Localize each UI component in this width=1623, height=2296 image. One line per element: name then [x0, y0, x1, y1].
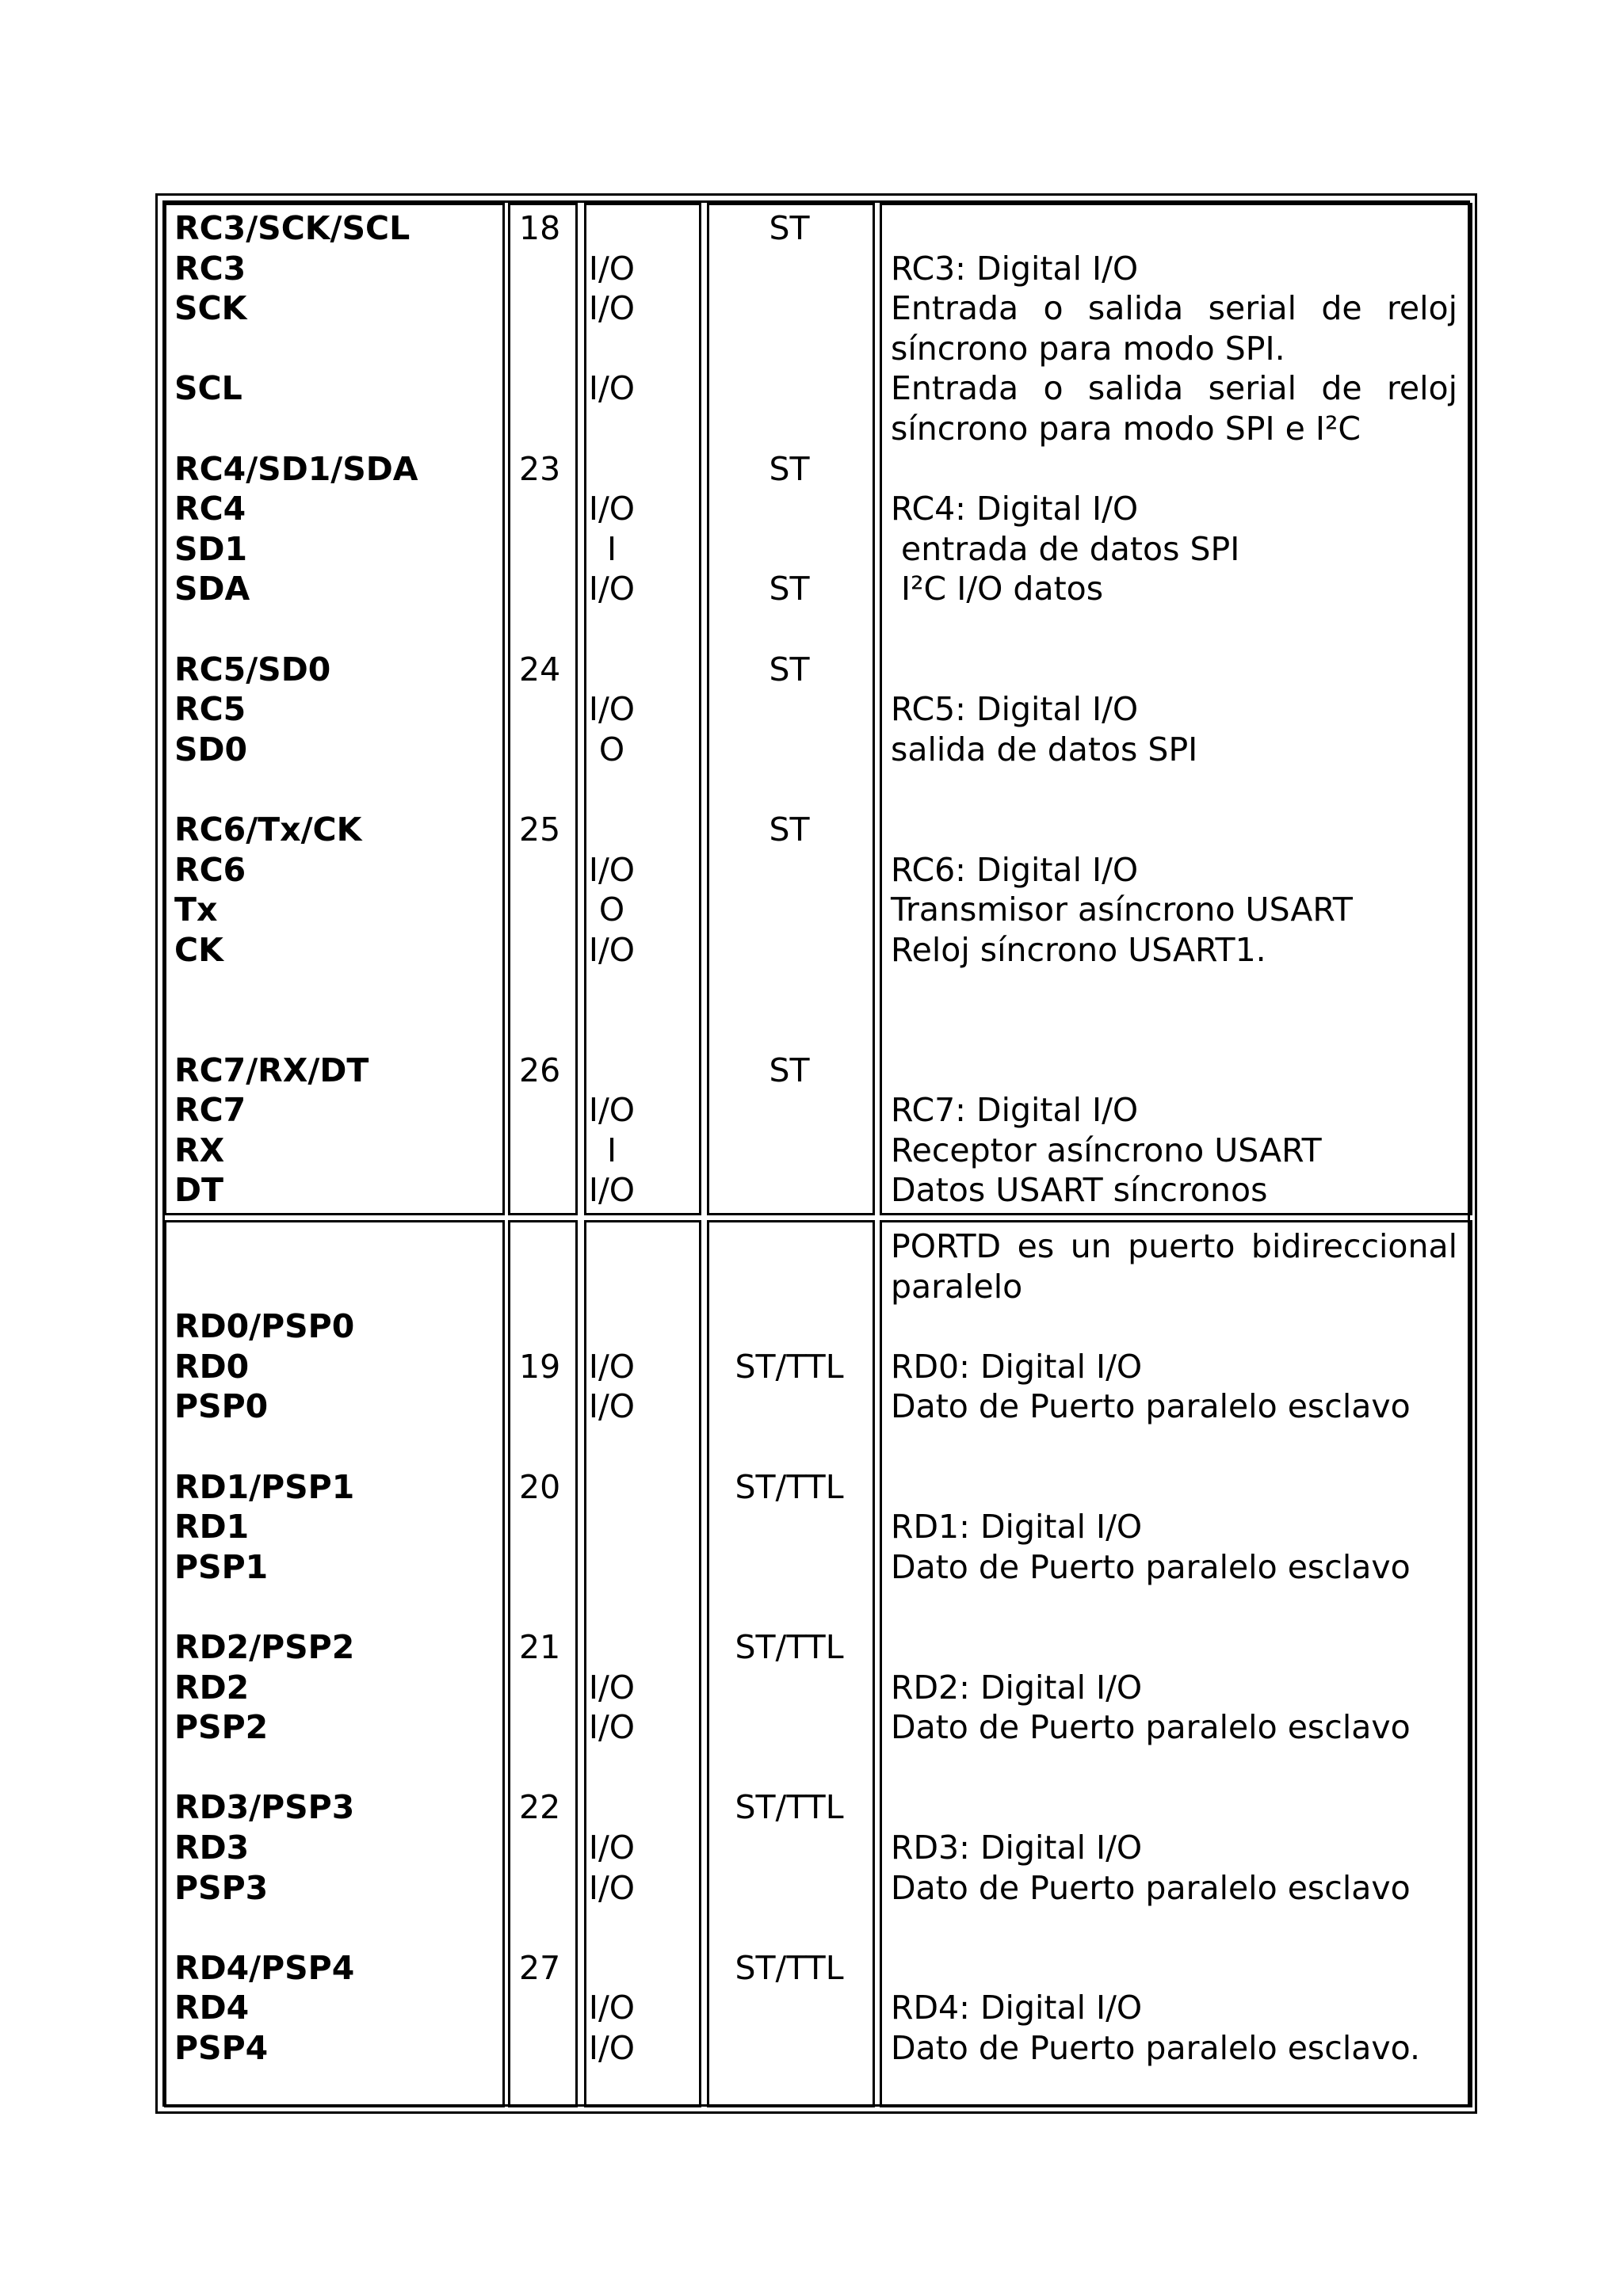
description: RC6: Digital I/O	[891, 850, 1139, 889]
description: Dato de Puerto paralelo esclavo.	[891, 2029, 1420, 2067]
signal-name: RD0	[174, 1347, 250, 1386]
signal-name: PSP4	[174, 2029, 269, 2067]
buffer-type-text: ST/TTL	[735, 1467, 844, 1506]
signal-name: RC5/SD0	[174, 650, 331, 688]
signal-name: RD3/PSP3	[174, 1788, 355, 1827]
io-type-text: I	[606, 1131, 617, 1169]
description: Entrada o salida serial de reloj	[891, 369, 1457, 408]
description: RC3: Digital I/O	[891, 249, 1139, 288]
description: PORTD es un puerto bidireccional	[891, 1227, 1457, 1265]
description: paralelo	[891, 1267, 1023, 1306]
description: RD4: Digital I/O	[891, 1989, 1143, 2027]
signal-name: RD2/PSP2	[174, 1628, 355, 1666]
description: Entrada o salida serial de reloj	[891, 289, 1457, 328]
io-type-text: I/O	[588, 1091, 636, 1130]
pin-number: 21	[519, 1628, 561, 1666]
io-type-text: I/O	[588, 930, 636, 969]
pin-number: 26	[519, 1051, 561, 1089]
buffer-type-text: ST/TTL	[735, 1948, 844, 1987]
pin-number: 25	[519, 810, 561, 849]
pin-number: 27	[519, 1948, 561, 1987]
signal-name: RD4	[174, 1989, 250, 2027]
description: salida de datos SPI	[891, 730, 1198, 769]
description: Dato de Puerto paralelo esclavo	[891, 1547, 1411, 1586]
io-type-text: I/O	[588, 2029, 636, 2067]
signal-name: SD1	[174, 529, 248, 568]
io-type-text: I/O	[588, 1989, 636, 2027]
pin-number: 24	[519, 650, 561, 688]
buffer-type-text: ST	[769, 1051, 810, 1089]
signal-name: RC6	[174, 850, 246, 889]
buffer-type-text: ST/TTL	[735, 1788, 844, 1827]
signal-name: DT	[174, 1171, 224, 1210]
buffer-type-text: ST/TTL	[735, 1628, 844, 1666]
signal-name: RD0/PSP0	[174, 1307, 355, 1346]
signal-name: RC3	[174, 249, 246, 288]
signal-name: SCL	[174, 369, 242, 408]
description: RC5: Digital I/O	[891, 690, 1139, 729]
io-type-text: I/O	[588, 249, 636, 288]
signal-name: RD3	[174, 1829, 250, 1867]
buffer-type-text: ST	[769, 810, 810, 849]
io-type-text: I/O	[588, 289, 636, 328]
signal-name: RD4/PSP4	[174, 1948, 355, 1987]
io-type-text: I/O	[588, 490, 636, 528]
description: síncrono para modo SPI.	[891, 329, 1285, 368]
description: Dato de Puerto paralelo esclavo	[891, 1708, 1411, 1747]
io-type-text: O	[598, 891, 625, 929]
description: entrada de datos SPI	[891, 529, 1240, 568]
signal-name: RC6/Tx/CK	[174, 810, 362, 849]
description: Dato de Puerto paralelo esclavo	[891, 1868, 1411, 1907]
io-type-text: I/O	[588, 1171, 636, 1210]
signal-name: RD1	[174, 1508, 250, 1547]
io-type-text: I/O	[588, 1708, 636, 1747]
signal-name: PSP1	[174, 1547, 269, 1586]
io-type-text: I	[606, 529, 617, 568]
signal-name: PSP3	[174, 1868, 269, 1907]
buffer-type-text: ST	[769, 570, 810, 608]
description: RD3: Digital I/O	[891, 1829, 1143, 1867]
signal-name: PSP0	[174, 1387, 269, 1426]
signal-name: Tx	[174, 891, 218, 929]
signal-name: RC3/SCK/SCL	[174, 209, 411, 247]
pin-number: 23	[519, 449, 561, 488]
io-type-text: I/O	[588, 850, 636, 889]
signal-name: RC5	[174, 690, 246, 729]
description: RC7: Digital I/O	[891, 1091, 1139, 1130]
io-type-text: I/O	[588, 1347, 636, 1386]
signal-name: RC4	[174, 490, 246, 528]
description: RD0: Digital I/O	[891, 1347, 1143, 1386]
description: RD1: Digital I/O	[891, 1508, 1143, 1547]
signal-name: PSP2	[174, 1708, 269, 1747]
buffer-type-text: ST/TTL	[735, 1347, 844, 1386]
io-type-text: I/O	[588, 369, 636, 408]
io-type-text: O	[598, 730, 625, 769]
description: RD2: Digital I/O	[891, 1668, 1143, 1707]
signal-name: RD1/PSP1	[174, 1467, 355, 1506]
description: Dato de Puerto paralelo esclavo	[891, 1387, 1411, 1426]
signal-name: RC4/SD1/SDA	[174, 449, 418, 488]
description: síncrono para modo SPI e I²C	[891, 410, 1361, 448]
io-type-text: I/O	[588, 690, 636, 729]
description: I²C I/O datos	[891, 570, 1104, 608]
io-type-text: I/O	[588, 1868, 636, 1907]
description: Transmisor asíncrono USART	[891, 891, 1353, 929]
io-type-text: I/O	[588, 1829, 636, 1867]
buffer-type-text: ST	[769, 650, 810, 688]
pin-number: 19	[519, 1347, 561, 1386]
io-type-text: I/O	[588, 1668, 636, 1707]
description: RC4: Digital I/O	[891, 490, 1139, 528]
signal-name: SCK	[174, 289, 247, 328]
description: Receptor asíncrono USART	[891, 1131, 1322, 1169]
pin-number: 20	[519, 1467, 561, 1506]
description: Datos USART síncronos	[891, 1171, 1268, 1210]
signal-name: RC7/RX/DT	[174, 1051, 369, 1089]
signal-name: SDA	[174, 570, 250, 608]
description: Reloj síncrono USART1.	[891, 930, 1266, 969]
signal-name: CK	[174, 930, 223, 969]
signal-name: RX	[174, 1131, 225, 1169]
signal-name: RD2	[174, 1668, 250, 1707]
signal-name: RC7	[174, 1091, 246, 1130]
buffer-type-text: ST	[769, 209, 810, 247]
pin-number: 22	[519, 1788, 561, 1827]
pin-number: 18	[519, 209, 561, 247]
io-type-text: I/O	[588, 570, 636, 608]
signal-name: SD0	[174, 730, 248, 769]
buffer-type-text: ST	[769, 449, 810, 488]
io-type-text: I/O	[588, 1387, 636, 1426]
